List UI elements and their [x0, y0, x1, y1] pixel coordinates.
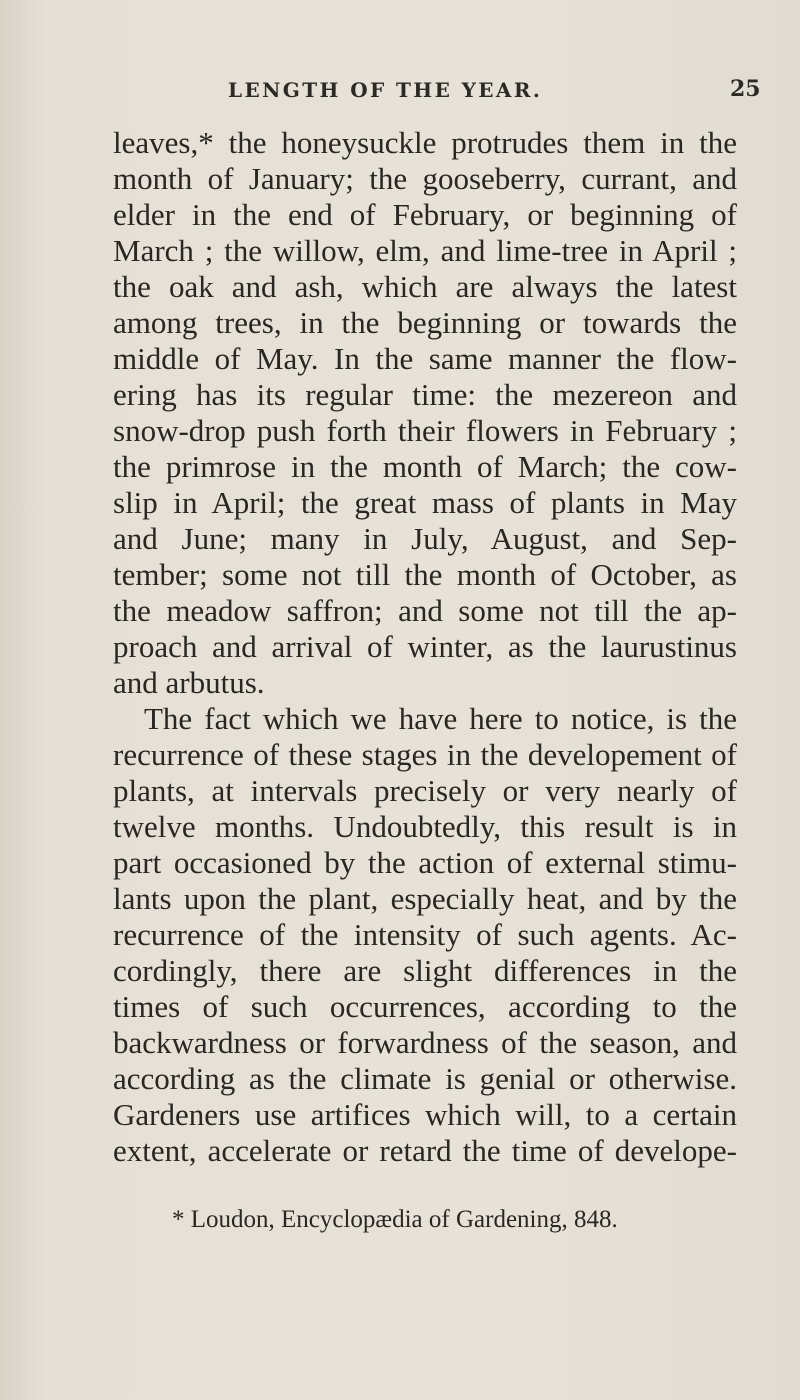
text-line: March ; the willow, elm, and lime-tree in April ; [113, 233, 737, 268]
text-line: twelve months. Undoubtedly, this result is in [113, 809, 737, 844]
text-line: according as the climate is genial or otherwise. [113, 1061, 737, 1096]
text-line: elder in the end of February, or beginning of [113, 197, 737, 232]
text-line: tember; some not till the month of October, as [113, 557, 737, 592]
paragraph-start-line: The fact which we have here to notice, is the [144, 701, 737, 736]
text-line: the primrose in the month of March; the cow- [113, 449, 737, 484]
text-line: and June; many in July, August, and Sep- [113, 521, 737, 556]
text-line: part occasioned by the action of external stimu- [113, 845, 737, 880]
text-line: month of January; the gooseberry, currant, and [113, 161, 737, 196]
text-line: ering has its regular time: the mezereon and [113, 377, 737, 412]
running-head: LENGTH OF THE YEAR. [228, 78, 543, 102]
text-line: middle of May. In the same manner the flow- [113, 341, 737, 376]
text-line: leaves,* the honeysuckle protrudes them in the [113, 125, 737, 160]
text-line: extent, accelerate or retard the time of develope- [113, 1133, 737, 1168]
text-line: and arbutus. [113, 665, 265, 700]
text-line: times of such occurrences, according to the [113, 989, 737, 1024]
page-number: 25 [730, 76, 761, 102]
text-line: slip in April; the great mass of plants in May [113, 485, 737, 520]
text-line: recurrence of the intensity of such agents. Ac- [113, 917, 737, 952]
footnote: * Loudon, Encyclopædia of Gardening, 848. [172, 1206, 618, 1233]
text-line: the meadow saffron; and some not till the ap- [113, 593, 737, 628]
text-line: recurrence of these stages in the developement of [113, 737, 737, 772]
text-line: plants, at intervals precisely or very nearly of [113, 773, 737, 808]
text-line: among trees, in the beginning or towards the [113, 305, 737, 340]
text-line: cordingly, there are slight differences in the [113, 953, 737, 988]
text-line: Gardeners use artifices which will, to a certain [113, 1097, 737, 1132]
text-line: snow-drop push forth their flowers in February ; [113, 413, 737, 448]
text-line: lants upon the plant, especially heat, and by the [113, 881, 737, 916]
text-line: backwardness or forwardness of the season, and [113, 1025, 737, 1060]
text-line: proach and arrival of winter, as the laurustinus [113, 629, 737, 664]
text-line: the oak and ash, which are always the latest [113, 269, 737, 304]
